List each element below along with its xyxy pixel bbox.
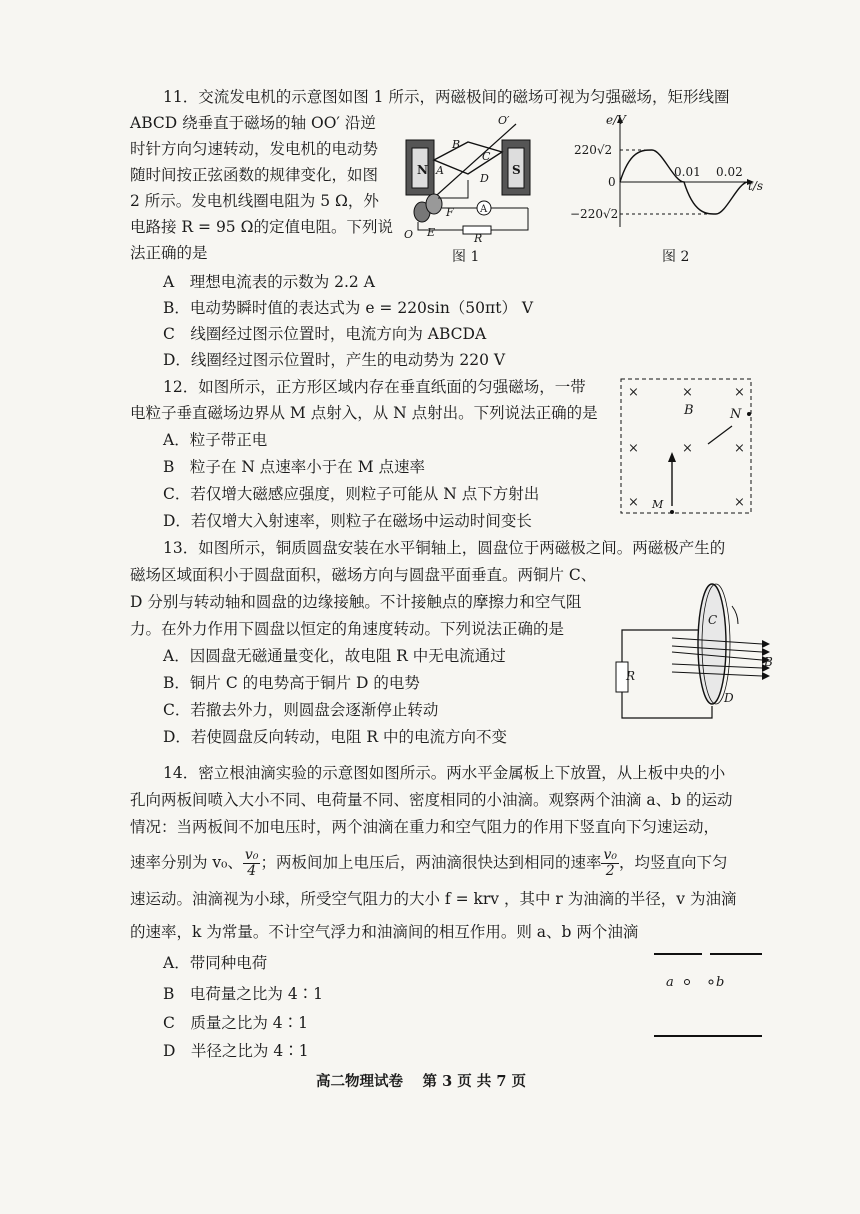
q14-line4-part3: ，均竖直向下匀 bbox=[618, 853, 728, 872]
q11-figure1-caption: 图 1 bbox=[452, 249, 480, 265]
q12-stem-line2: 电粒子垂直磁场边界从 M 点射入，从 N 点射出。下列说法正确的是 bbox=[130, 404, 598, 422]
page-footer: 高二物理试卷 第 3 页 共 7 页 bbox=[316, 1073, 526, 1090]
q11-option-d: D．线圈经过图示位置时，产生的电动势为 220 V bbox=[163, 351, 506, 369]
q12-option-b: B 粒子在 N 点速率小于在 M 点速率 bbox=[163, 458, 426, 476]
q11-fig1-label-S: S bbox=[512, 163, 521, 177]
q11-stem-line7: 法正确的是 bbox=[130, 244, 208, 262]
q11-stem-line3: 时针方向匀速转动，发电机的电动势 bbox=[130, 140, 379, 158]
q12-option-c: C．若仅增大磁感应强度，则粒子可能从 N 点下方射出 bbox=[163, 485, 540, 503]
q12-label-N: N bbox=[730, 407, 742, 422]
q13-option-d: D．若使圆盘反向转动，电阻 R 中的电流方向不变 bbox=[163, 728, 507, 746]
q13-label-B: B bbox=[764, 655, 773, 669]
q11-option-c: C 线圈经过图示位置时，电流方向为 ABCDA bbox=[163, 325, 487, 343]
q14-option-d: D 半径之比为 4∶1 bbox=[163, 1042, 309, 1060]
q11-fig1-label-O: O bbox=[404, 228, 414, 241]
q11-fig2-tick-001: 0.01 bbox=[674, 165, 701, 179]
q12-field-x: × bbox=[628, 495, 639, 510]
q11-stem-line1: 11．交流发电机的示意图如图 1 所示，两磁极间的磁场可视为匀强磁场，矩形线圈 bbox=[163, 88, 730, 106]
q11-fig1-label-E: E bbox=[427, 226, 436, 239]
q13-option-a: A．因圆盘无磁通量变化，故电阻 R 中无电流通过 bbox=[163, 647, 506, 665]
q11-figure2-sine-graph bbox=[570, 112, 770, 242]
q11-fig2-origin: 0 bbox=[608, 175, 616, 189]
q14-option-b: B 电荷量之比为 4∶1 bbox=[163, 985, 324, 1003]
q13-copper-disc-figure bbox=[612, 580, 782, 724]
q11-fig1-label-N: N bbox=[417, 163, 428, 177]
q11-stem-line4: 随时间按正弦函数的规律变化，如图 bbox=[130, 166, 379, 184]
q12-option-a: A．粒子带正电 bbox=[163, 431, 268, 449]
q13-option-c: C．若撤去外力，则圆盘会逐渐停止转动 bbox=[163, 701, 439, 719]
q13-option-b: B．铜片 C 的电势高于铜片 D 的电势 bbox=[163, 674, 420, 692]
q11-fig2-ylabel: e/V bbox=[606, 113, 626, 127]
q14-line4-part2: ；两板间加上电压后，两油滴很快达到相同的速率 bbox=[260, 853, 602, 872]
q11-fig2-ymax: 220√2 bbox=[574, 143, 613, 157]
q14-stem-line2: 孔向两板间喷入大小不同、电荷量不同、密度相同的小油滴。观察两个油滴 a、b 的运动 bbox=[130, 791, 733, 809]
q12-label-B: B bbox=[684, 403, 694, 418]
q14-stem-line3: 情况：当两板间不加电压时，两个油滴在重力和空气阻力的作用下竖直向下匀速运动， bbox=[130, 818, 720, 836]
q11-fig2-ymin: −220√2 bbox=[570, 207, 619, 221]
q11-fig1-label-B: B bbox=[452, 138, 461, 151]
q13-label-D: D bbox=[724, 691, 734, 705]
q12-field-x: × bbox=[734, 385, 745, 400]
q13-stem-line1: 13．如图所示，铜质圆盘安装在水平铜轴上，圆盘位于两磁极之间。两磁极产生的 bbox=[163, 539, 726, 557]
q11-fig1-label-O-top: O′ bbox=[498, 114, 510, 127]
q12-field-x: × bbox=[734, 441, 745, 456]
q11-stem-line6: 电路接 R = 95 Ω的定值电阻。下列说 bbox=[130, 218, 393, 236]
q13-stem-line2: 磁场区域面积小于圆盘面积，磁场方向与圆盘平面垂直。两铜片 C、 bbox=[130, 566, 597, 584]
q11-fig1-label-F: F bbox=[446, 206, 454, 219]
q12-field-x: × bbox=[682, 441, 693, 456]
q12-field-x: × bbox=[628, 441, 639, 456]
q14-option-c: C 质量之比为 4∶1 bbox=[163, 1014, 309, 1032]
q14-fraction-v0-over-2: $\frac{\text{v₀}}{2}$ bbox=[603, 847, 617, 879]
q14-stem-line4 bbox=[130, 848, 728, 879]
q11-fig2-xlabel: t/s bbox=[748, 179, 764, 193]
q11-fig1-label-R: R bbox=[474, 232, 483, 245]
q11-fig2-tick-002: 0.02 bbox=[716, 165, 743, 179]
q11-fig1-label-D: D bbox=[480, 172, 489, 185]
q14-label-a: a bbox=[666, 975, 674, 990]
q11-option-b: B．电动势瞬时值的表达式为 e = 220sin（50πt） V bbox=[163, 299, 534, 317]
q12-stem-line1: 12．如图所示，正方形区域内存在垂直纸面的匀强磁场，一带 bbox=[163, 378, 586, 396]
q11-figure1-generator bbox=[398, 112, 548, 245]
q13-label-R: R bbox=[626, 669, 636, 683]
q12-field-x: × bbox=[682, 385, 693, 400]
q11-fig1-label-C: C bbox=[482, 150, 491, 163]
q13-stem-line4: 力。在外力作用下圆盘以恒定的角速度转动。下列说法正确的是 bbox=[130, 620, 565, 638]
q13-stem-line3: D 分别与转动轴和圆盘的边缘接触。不计接触点的摩擦力和空气阻 bbox=[130, 593, 582, 611]
q14-stem-line1: 14．密立根油滴实验的示意图如图所示。两水平金属板上下放置，从上板中央的小 bbox=[163, 764, 726, 782]
q14-millikan-plates-figure bbox=[650, 948, 766, 1044]
q14-label-b: b bbox=[716, 975, 725, 990]
q12-label-M: M bbox=[652, 498, 664, 511]
q11-figure2-caption: 图 2 bbox=[662, 249, 690, 265]
q14-stem-line5: 速运动。油滴视为小球，所受空气阻力的大小 f = krv ，其中 r 为油滴的半径，v 为油滴 bbox=[130, 890, 737, 908]
q12-option-d: D．若仅增大入射速率，则粒子在磁场中运动时间变长 bbox=[163, 512, 532, 530]
q14-stem-line6: 的速率，k 为常量。不计空气浮力和油滴间的相互作用。则 a、b 两个油滴 bbox=[130, 923, 639, 941]
q14-option-a: A．带同种电荷 bbox=[163, 954, 268, 972]
q11-option-a: A 理想电流表的示数为 2.2 A bbox=[163, 273, 375, 291]
q12-field-x: × bbox=[734, 495, 745, 510]
q11-stem-line2: ABCD 绕垂直于磁场的轴 OO′ 沿逆 bbox=[130, 114, 376, 132]
q13-label-C: C bbox=[708, 613, 718, 627]
q14-line4-part1: 速率分别为 v₀、 bbox=[130, 853, 243, 872]
q11-fig1-label-A: A bbox=[436, 164, 444, 177]
q11-stem-line5: 2 所示。发电机线圈电阻为 5 Ω，外 bbox=[130, 192, 379, 210]
q14-fraction-v0-over-4: $\frac{\text{v₀}}{4}$ bbox=[244, 847, 259, 879]
q12-field-x: × bbox=[628, 385, 639, 400]
q12-magnetic-field-square bbox=[620, 378, 752, 514]
q11-fig1-ammeter-label: A bbox=[480, 204, 488, 215]
